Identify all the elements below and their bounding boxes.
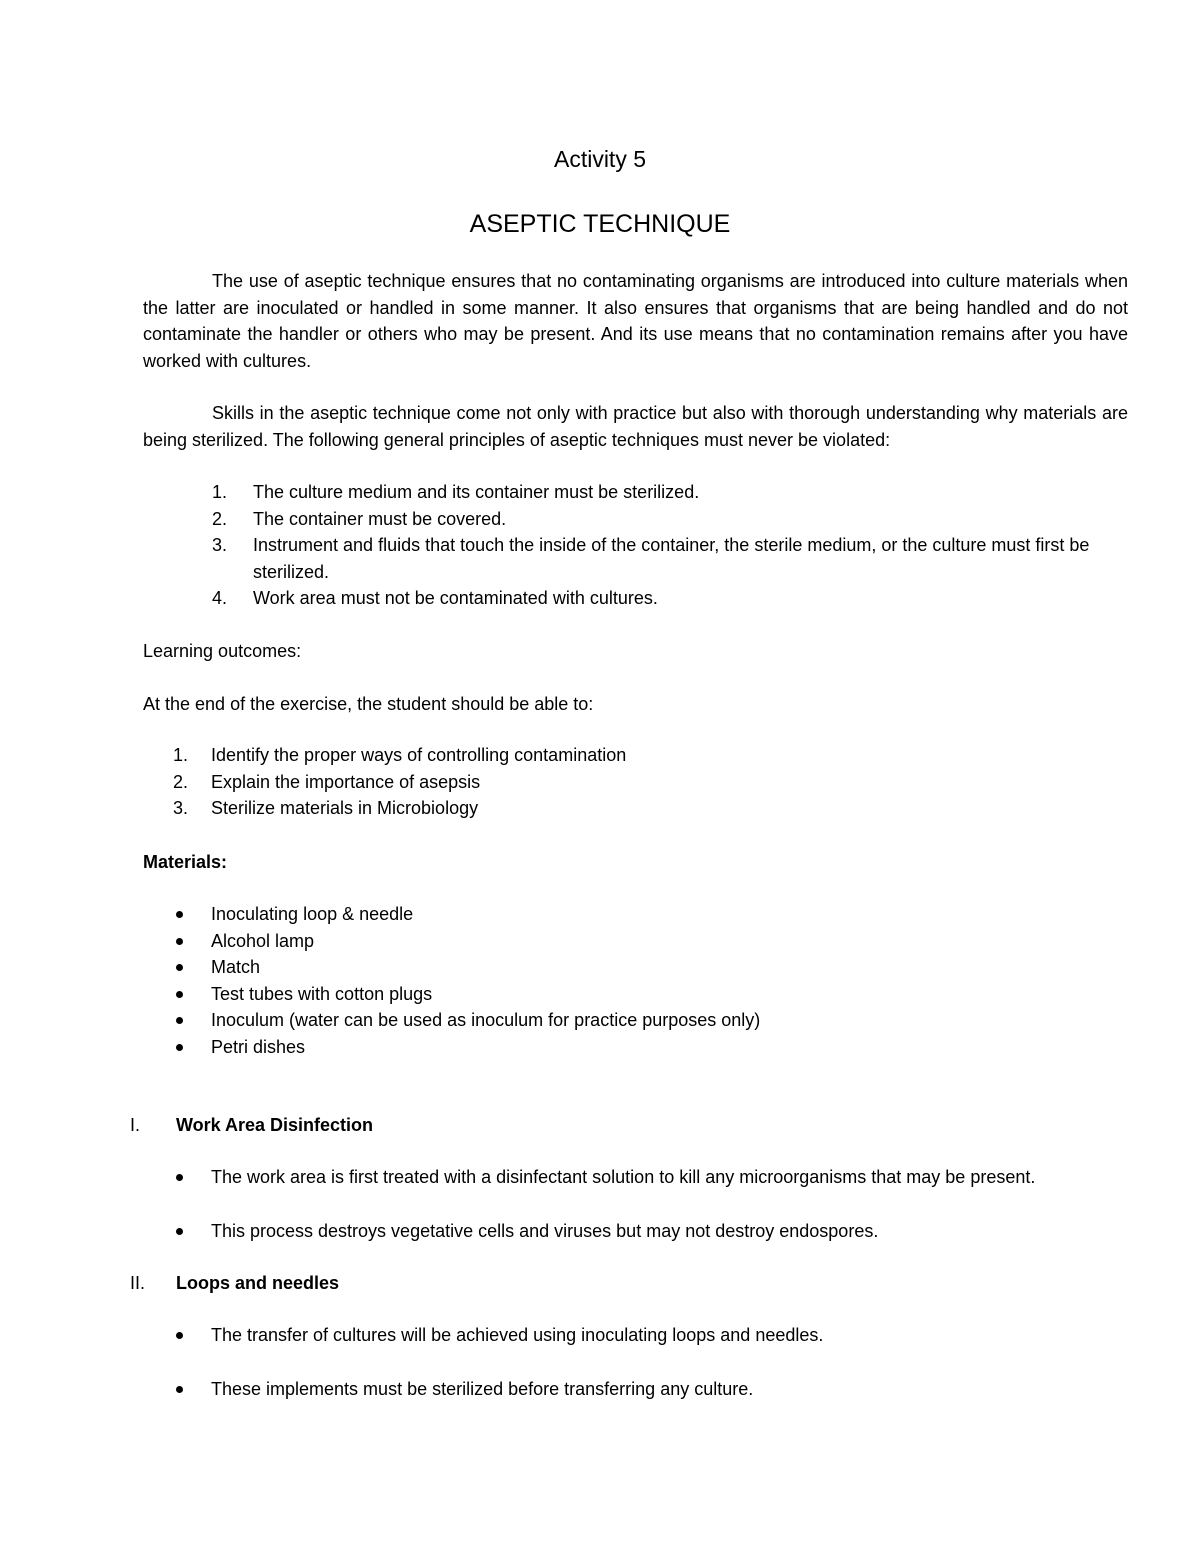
list-item	[212, 506, 1132, 533]
bullet-icon	[176, 938, 183, 945]
list-item	[173, 1376, 1133, 1403]
list-item	[173, 742, 1093, 769]
list-item-text: Identify the proper ways of controlling contamination	[211, 745, 627, 765]
bullet-icon	[176, 1174, 183, 1181]
list-item	[173, 981, 1133, 1008]
list-item-text: The container must be covered.	[253, 508, 507, 529]
bullet-icon	[176, 1228, 183, 1235]
page-title: ASEPTIC TECHNIQUE	[469, 210, 731, 238]
bullet-icon	[176, 1332, 183, 1339]
list-item-text: The culture medium and its container must be sterilized.	[253, 482, 700, 502]
list-item	[212, 585, 1132, 612]
section-number: II.	[130, 1273, 146, 1293]
list-item	[173, 1007, 1133, 1034]
bullet-icon	[176, 911, 183, 918]
learning-outcomes-label: Learning outcomes:	[143, 641, 302, 661]
list-number: 1.	[173, 745, 189, 765]
section-title: Work Area Disinfection	[176, 1115, 374, 1135]
list-item-text: Explain the importance of asepsis	[211, 771, 481, 792]
work-area-list	[173, 1164, 1133, 1244]
intro-paragraph-1: The use of aseptic technique ensures that no contaminating organisms are introduced into culture materials when the latter are inoculated or handled in some manner. It also ensures that organisms that are being handled and do not contaminate the handler or others who may be present. And its use means that no contamination remains after you have worked with cultures.	[143, 271, 1128, 371]
list-item-text: Petri dishes	[211, 1036, 306, 1057]
list-item	[173, 901, 1133, 928]
list-item-text: Inoculum (water can be used as inoculum for practice purposes only)	[211, 1010, 761, 1030]
list-number: 4.	[212, 588, 228, 608]
principles-list	[212, 479, 1132, 612]
bullet-icon	[176, 1017, 183, 1024]
bullet-icon	[176, 991, 183, 998]
list-number: 2.	[173, 771, 189, 792]
learning-outcomes-list	[173, 742, 1093, 822]
list-item-text: Test tubes with cotton plugs	[211, 983, 433, 1004]
section-title: Loops and needles	[176, 1273, 340, 1293]
bullet-icon	[176, 964, 183, 971]
list-number: 1.	[212, 482, 228, 502]
list-item	[173, 1034, 1133, 1061]
bullet-icon	[176, 1044, 183, 1051]
list-item	[212, 532, 1132, 585]
list-item-text: The transfer of cultures will be achieved using inoculating loops and needles.	[211, 1325, 824, 1345]
list-item	[173, 954, 1133, 981]
activity-heading: Activity 5	[553, 146, 647, 172]
list-item	[173, 928, 1133, 955]
learning-outcomes-intro: At the end of the exercise, the student should be able to:	[143, 694, 594, 714]
intro-paragraph-2: Skills in the aseptic technique come not only with practice but also with thorough understanding why materials are being sterilized. The following general principles of aseptic techniques must never be violated:	[143, 403, 1128, 450]
list-number: 3.	[173, 798, 189, 818]
list-number: 2.	[212, 508, 228, 529]
list-item-text: Alcohol lamp	[211, 930, 315, 951]
list-item-text: These implements must be sterilized before transferring any culture.	[211, 1378, 754, 1399]
list-item	[173, 1164, 1133, 1191]
loops-list	[173, 1322, 1133, 1402]
section-number: I.	[130, 1115, 141, 1135]
list-item	[173, 1322, 1133, 1349]
list-item	[173, 769, 1093, 796]
materials-heading: Materials:	[143, 852, 228, 872]
bullet-icon	[176, 1386, 183, 1393]
section-heading-loops	[130, 1270, 530, 1297]
list-item-text: Work area must not be contaminated with cultures.	[253, 588, 658, 608]
list-item-text: Match	[211, 957, 261, 977]
list-item-text: This process destroys vegetative cells and viruses but may not destroy endospores.	[211, 1220, 879, 1241]
list-number: 3.	[212, 535, 228, 555]
list-item-text: The work area is first treated with a disinfectant solution to kill any microorganisms that may be present.	[211, 1167, 1036, 1187]
section-heading-work-area	[130, 1112, 530, 1139]
list-item	[173, 1218, 1133, 1245]
list-item-text: Inoculating loop & needle	[211, 904, 414, 924]
list-item-text: Instrument and fluids that touch the inside of the container, the sterile medium, or the culture must first be sterilized.	[253, 535, 1090, 582]
list-item	[173, 795, 1093, 822]
list-item	[212, 479, 1132, 506]
materials-list	[173, 901, 1133, 1060]
list-item-text: Sterilize materials in Microbiology	[211, 798, 479, 818]
